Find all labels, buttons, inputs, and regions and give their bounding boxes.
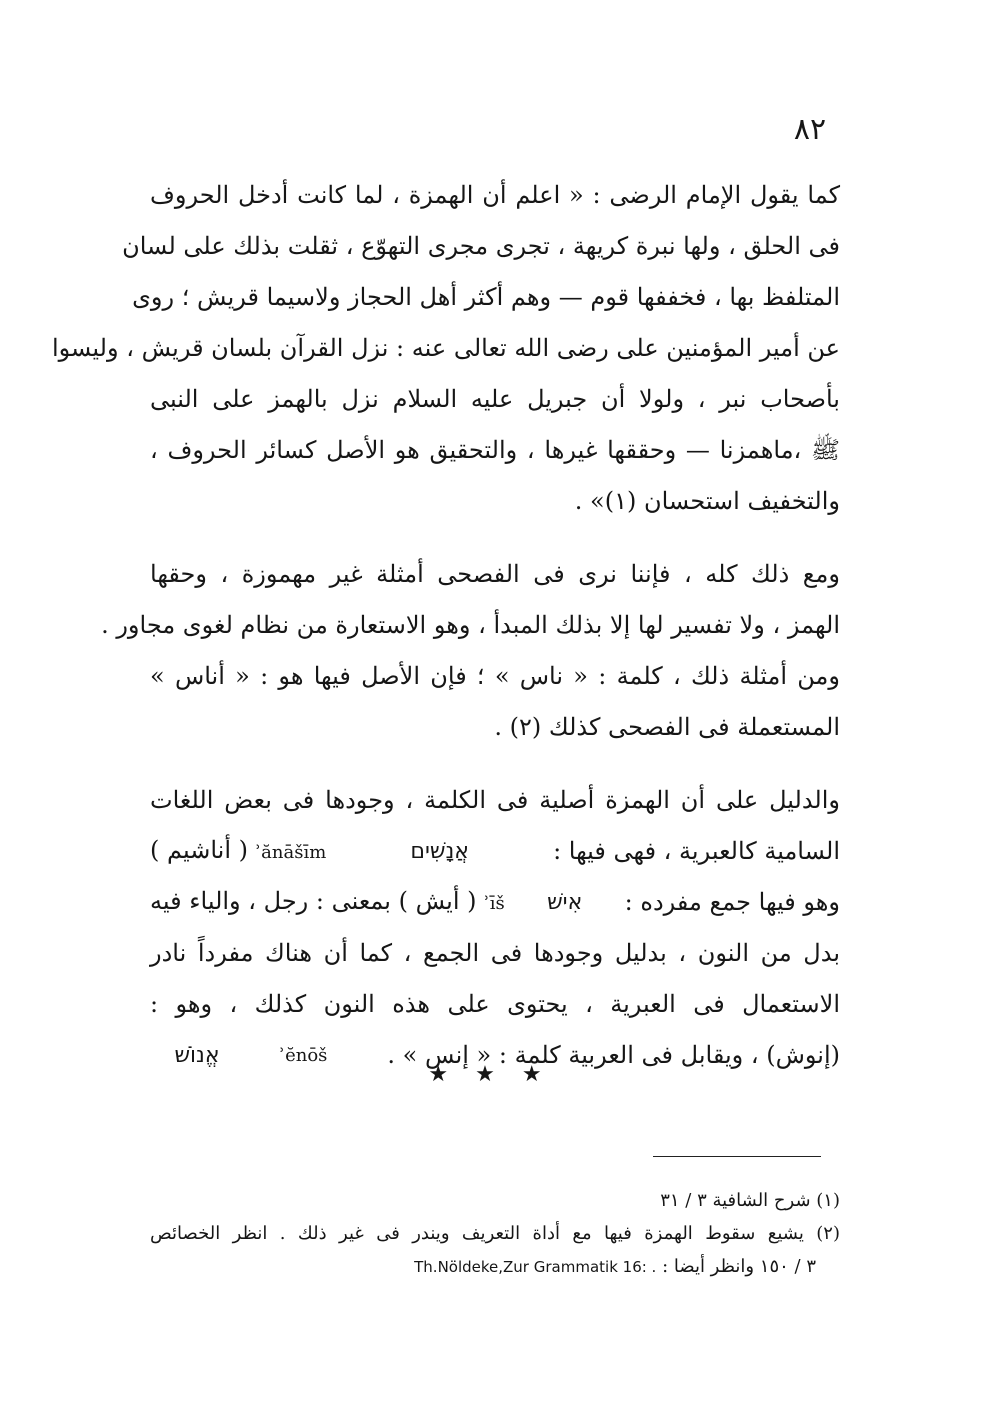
footnote-2: (٢) يشيع سقوط الهمزة فيها مع أداة التعريف ويندر فى غير ذلك . انظر الخصائص bbox=[150, 1223, 840, 1244]
text-line: ومع ذلك كله ، فإننا نرى فى الفصحى أمثلة غير مهموزة ، وحقها bbox=[150, 560, 840, 588]
transliteration: ʾănāšīm bbox=[255, 842, 327, 863]
text-line: الهمز ، ولا تفسير لها إلا بذلك المبدأ ، وهو الاستعارة من نظام لغوى مجاور . bbox=[101, 611, 840, 639]
footnotes bbox=[150, 1184, 840, 1283]
text-line: المستعملة فى الفصحى كذلك (٢) . bbox=[494, 713, 840, 741]
text-line: ﷺ ،ماهمزنا — وحققها غيرها ، والتحقيق هو الأصل كسائر الحروف ، bbox=[150, 436, 840, 464]
footnote-text: ٣ / ١٥٠ وانظر أيضا : bbox=[662, 1256, 816, 1277]
text-line: والدليل على أن الهمزة أصلية فى الكلمة ، وجودها فى بعض اللغات bbox=[150, 786, 840, 814]
transliteration: ʾĕnōš bbox=[279, 1045, 328, 1066]
text-line: فى الحلق ، ولها نبرة كريهة ، تجرى مجرى التهوّع ، ثقلت بذلك على لسان bbox=[122, 232, 840, 260]
arabic-text: وهو فيها جمع مفرده : bbox=[624, 888, 840, 916]
hebrew-word: אִישׁ bbox=[547, 890, 583, 915]
section-separator: ★ ★ ★ bbox=[428, 1062, 552, 1087]
footnote-1: (١) شرح الشافية ٣ / ٣١ bbox=[660, 1190, 840, 1211]
text-line: بدل من النون ، بدليل وجودها فى الجمع ، كما أن هناك مفرداً نادر bbox=[150, 939, 840, 967]
hebrew-word: אֲנָשִׁים bbox=[410, 839, 469, 864]
footnote-divider bbox=[653, 1156, 821, 1157]
page-number: ٨٢ bbox=[793, 112, 827, 147]
paragraph-1 bbox=[51, 170, 840, 527]
text-line: كما يقول الإمام الرضى : « اعلم أن الهمزة ، لما كانت أدخل الحروف bbox=[150, 181, 840, 209]
text-line: المتلفظ بها ، فخففها قوم — وهم أكثر أهل الحجاز ولاسيما قريش ؛ روى bbox=[132, 283, 840, 311]
transliteration: ʾīš bbox=[484, 893, 505, 914]
text-line: ومن أمثلة ذلك ، كلمة : « ناس » ؛ فإن الأصل فيها هو : « أناس » bbox=[150, 662, 840, 690]
arabic-gloss: ( أيش ) بمعنى : رجل ، والياء فيه bbox=[150, 887, 477, 915]
footnote-reference: Th.Nöldeke,Zur Grammatik 16: . bbox=[414, 1258, 657, 1276]
text-line-hebrew-example-1 bbox=[150, 826, 840, 877]
arabic-gloss: ( أناشيم ) bbox=[150, 836, 248, 864]
hebrew-word: אֱנוֹשׁ bbox=[174, 1043, 220, 1068]
paragraph-2 bbox=[101, 549, 840, 753]
text-line: بأصحاب نبر ، ولولا أن جبريل عليه السلام نزل بالهمز على النبى bbox=[150, 385, 840, 413]
arabic-text: السامية كالعبرية ، فهى فيها : bbox=[553, 837, 840, 865]
text-line: عن أمير المؤمنين على رضى الله تعالى عنه : نزل القرآن بلسان قريش ، وليسوا bbox=[51, 334, 840, 362]
main-text bbox=[51, 170, 840, 1081]
text-line-hebrew-example-2 bbox=[150, 877, 840, 928]
text-line: الاستعمال فى العبرية ، يحتوى على هذه النون كذلك ، وهو : bbox=[150, 990, 840, 1018]
footnote-2-continued bbox=[150, 1250, 840, 1283]
text-line: والتخفيف استحسان (١)» . bbox=[574, 487, 840, 515]
paragraph-3 bbox=[150, 775, 840, 1081]
arabic-text: (إنوش) ، ويقابل فى العربية كلمة : « إنس » . bbox=[387, 1041, 840, 1069]
